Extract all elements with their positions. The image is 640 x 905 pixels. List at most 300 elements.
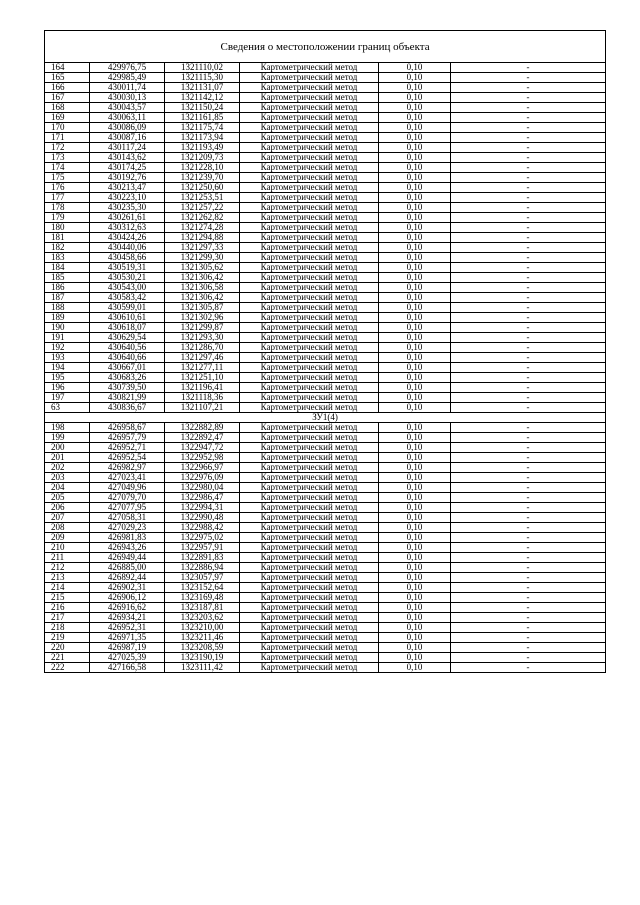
method-cell: Картометрический метод [240, 393, 379, 403]
point-number-cell: 174 [45, 163, 90, 173]
method-cell: Картометрический метод [240, 273, 379, 283]
method-cell: Картометрический метод [240, 383, 379, 393]
method-cell: Картометрический метод [240, 73, 379, 83]
accuracy-cell: 0,10 [379, 303, 451, 313]
accuracy-cell: 0,10 [379, 573, 451, 583]
accuracy-cell: 0,10 [379, 343, 451, 353]
x-coordinate-cell: 426987,19 [90, 643, 165, 653]
point-number-cell: 167 [45, 93, 90, 103]
x-coordinate-cell: 426892,44 [90, 573, 165, 583]
table-row [45, 83, 606, 93]
table-row [45, 463, 606, 473]
y-coordinate-cell: 1322892,47 [165, 433, 240, 443]
x-coordinate-cell: 430640,56 [90, 343, 165, 353]
method-cell: Картометрический метод [240, 353, 379, 363]
table-row [45, 653, 606, 663]
description-cell: - [451, 263, 606, 273]
y-coordinate-cell: 1321118,36 [165, 393, 240, 403]
accuracy-cell: 0,10 [379, 73, 451, 83]
description-cell: - [451, 183, 606, 193]
point-number-cell: 190 [45, 323, 90, 333]
table-row [45, 383, 606, 393]
y-coordinate-cell: 1321115,30 [165, 73, 240, 83]
table-row [45, 483, 606, 493]
description-cell: - [451, 633, 606, 643]
y-coordinate-cell: 1321299,30 [165, 253, 240, 263]
x-coordinate-cell: 430739,50 [90, 383, 165, 393]
x-coordinate-cell: 430836,67 [90, 403, 165, 413]
point-number-cell: 193 [45, 353, 90, 363]
description-cell: - [451, 653, 606, 663]
x-coordinate-cell: 430629,54 [90, 333, 165, 343]
point-number-cell: 164 [45, 63, 90, 73]
x-coordinate-cell: 426952,71 [90, 443, 165, 453]
accuracy-cell: 0,10 [379, 603, 451, 613]
x-coordinate-cell: 427025,39 [90, 653, 165, 663]
accuracy-cell: 0,10 [379, 193, 451, 203]
method-cell: Картометрический метод [240, 253, 379, 263]
method-cell: Картометрический метод [240, 233, 379, 243]
table-row [45, 563, 606, 573]
accuracy-cell: 0,10 [379, 243, 451, 253]
accuracy-cell: 0,10 [379, 553, 451, 563]
description-cell: - [451, 403, 606, 413]
description-cell: - [451, 243, 606, 253]
y-coordinate-cell: 1321239,70 [165, 173, 240, 183]
description-cell: - [451, 613, 606, 623]
description-cell: - [451, 373, 606, 383]
description-cell: - [451, 443, 606, 453]
method-cell: Картометрический метод [240, 173, 379, 183]
x-coordinate-cell: 430610,61 [90, 313, 165, 323]
y-coordinate-cell: 1321209,73 [165, 153, 240, 163]
table-row [45, 453, 606, 463]
accuracy-cell: 0,10 [379, 273, 451, 283]
y-coordinate-cell: 1321150,24 [165, 103, 240, 113]
y-coordinate-cell: 1322882,89 [165, 423, 240, 433]
point-number-cell: 218 [45, 623, 90, 633]
y-coordinate-cell: 1321297,33 [165, 243, 240, 253]
description-cell: - [451, 303, 606, 313]
table-row [45, 323, 606, 333]
description-cell: - [451, 133, 606, 143]
description-cell: - [451, 453, 606, 463]
accuracy-cell: 0,10 [379, 623, 451, 633]
point-number-cell: 187 [45, 293, 90, 303]
x-coordinate-cell: 430583,42 [90, 293, 165, 303]
x-coordinate-cell: 427077,95 [90, 503, 165, 513]
x-coordinate-cell: 427058,31 [90, 513, 165, 523]
accuracy-cell: 0,10 [379, 203, 451, 213]
description-cell: - [451, 313, 606, 323]
point-number-cell: 215 [45, 593, 90, 603]
description-cell: - [451, 343, 606, 353]
method-cell: Картометрический метод [240, 423, 379, 433]
description-cell: - [451, 273, 606, 283]
method-cell: Картометрический метод [240, 653, 379, 663]
description-cell: - [451, 543, 606, 553]
point-number-cell: 186 [45, 283, 90, 293]
y-coordinate-cell: 1321228,10 [165, 163, 240, 173]
y-coordinate-cell: 1321142,12 [165, 93, 240, 103]
table-row [45, 553, 606, 563]
description-cell: - [451, 333, 606, 343]
accuracy-cell: 0,10 [379, 93, 451, 103]
method-cell: Картометрический метод [240, 613, 379, 623]
description-cell: - [451, 663, 606, 673]
y-coordinate-cell: 1322986,47 [165, 493, 240, 503]
x-coordinate-cell: 429976,75 [90, 63, 165, 73]
y-coordinate-cell: 1321193,49 [165, 143, 240, 153]
x-coordinate-cell: 426943,26 [90, 543, 165, 553]
accuracy-cell: 0,10 [379, 633, 451, 643]
method-cell: Картометрический метод [240, 553, 379, 563]
accuracy-cell: 0,10 [379, 513, 451, 523]
accuracy-cell: 0,10 [379, 433, 451, 443]
method-cell: Картометрический метод [240, 323, 379, 333]
accuracy-cell: 0,10 [379, 353, 451, 363]
point-number-cell: 184 [45, 263, 90, 273]
table-row [45, 103, 606, 113]
y-coordinate-cell: 1322988,42 [165, 523, 240, 533]
point-number-cell: 181 [45, 233, 90, 243]
y-coordinate-cell: 1321302,96 [165, 313, 240, 323]
table-row [45, 333, 606, 343]
y-coordinate-cell: 1321306,42 [165, 273, 240, 283]
y-coordinate-cell: 1322975,02 [165, 533, 240, 543]
x-coordinate-cell: 430440,06 [90, 243, 165, 253]
table-row [45, 253, 606, 263]
description-cell: - [451, 63, 606, 73]
x-coordinate-cell: 430030,13 [90, 93, 165, 103]
method-cell: Картометрический метод [240, 473, 379, 483]
method-cell: Картометрический метод [240, 543, 379, 553]
description-cell: - [451, 223, 606, 233]
description-cell: - [451, 643, 606, 653]
description-cell: - [451, 503, 606, 513]
description-cell: - [451, 573, 606, 583]
x-coordinate-cell: 430683,26 [90, 373, 165, 383]
table-row [45, 343, 606, 353]
y-coordinate-cell: 1323187,81 [165, 603, 240, 613]
description-cell: - [451, 103, 606, 113]
x-coordinate-cell: 426952,31 [90, 623, 165, 633]
accuracy-cell: 0,10 [379, 233, 451, 243]
accuracy-cell: 0,10 [379, 113, 451, 123]
table-row [45, 303, 606, 313]
table-row [45, 513, 606, 523]
method-cell: Картометрический метод [240, 453, 379, 463]
description-cell: - [451, 193, 606, 203]
method-cell: Картометрический метод [240, 243, 379, 253]
point-number-cell: 170 [45, 123, 90, 133]
y-coordinate-cell: 1322891,83 [165, 553, 240, 563]
accuracy-cell: 0,10 [379, 393, 451, 403]
y-coordinate-cell: 1322957,91 [165, 543, 240, 553]
method-cell: Картометрический метод [240, 153, 379, 163]
x-coordinate-cell: 426906,12 [90, 593, 165, 603]
x-coordinate-cell: 426982,97 [90, 463, 165, 473]
table-row [45, 393, 606, 403]
x-coordinate-cell: 430261,61 [90, 213, 165, 223]
description-cell: - [451, 143, 606, 153]
method-cell: Картометрический метод [240, 403, 379, 413]
method-cell: Картометрический метод [240, 643, 379, 653]
y-coordinate-cell: 1322990,48 [165, 513, 240, 523]
method-cell: Картометрический метод [240, 133, 379, 143]
accuracy-cell: 0,10 [379, 313, 451, 323]
point-number-cell: 166 [45, 83, 90, 93]
method-cell: Картометрический метод [240, 593, 379, 603]
method-cell: Картометрический метод [240, 583, 379, 593]
table-row [45, 193, 606, 203]
table-row [45, 643, 606, 653]
x-coordinate-cell: 430599,01 [90, 303, 165, 313]
method-cell: Картометрический метод [240, 443, 379, 453]
method-cell: Картометрический метод [240, 123, 379, 133]
description-cell: - [451, 323, 606, 333]
accuracy-cell: 0,10 [379, 223, 451, 233]
accuracy-cell: 0,10 [379, 483, 451, 493]
y-coordinate-cell: 1321293,30 [165, 333, 240, 343]
table-row [45, 473, 606, 483]
point-number-cell: 185 [45, 273, 90, 283]
table-row [45, 313, 606, 323]
method-cell: Картометрический метод [240, 333, 379, 343]
point-number-cell: 198 [45, 423, 90, 433]
description-cell: - [451, 593, 606, 603]
method-cell: Картометрический метод [240, 433, 379, 443]
point-number-cell: 208 [45, 523, 90, 533]
y-coordinate-cell: 1321251,10 [165, 373, 240, 383]
description-cell: - [451, 383, 606, 393]
description-cell: - [451, 353, 606, 363]
description-cell: - [451, 563, 606, 573]
x-coordinate-cell: 430063,11 [90, 113, 165, 123]
table-row [45, 603, 606, 613]
accuracy-cell: 0,10 [379, 613, 451, 623]
description-cell: - [451, 513, 606, 523]
table-row [45, 373, 606, 383]
table-row [45, 573, 606, 583]
accuracy-cell: 0,10 [379, 163, 451, 173]
point-number-cell: 217 [45, 613, 90, 623]
accuracy-cell: 0,10 [379, 643, 451, 653]
x-coordinate-cell: 427023,41 [90, 473, 165, 483]
point-number-cell: 201 [45, 453, 90, 463]
x-coordinate-cell: 430192,76 [90, 173, 165, 183]
point-number-cell: 203 [45, 473, 90, 483]
method-cell: Картометрический метод [240, 213, 379, 223]
x-coordinate-cell: 430011,74 [90, 83, 165, 93]
y-coordinate-cell: 1323210,00 [165, 623, 240, 633]
point-number-cell: 176 [45, 183, 90, 193]
y-coordinate-cell: 1321286,70 [165, 343, 240, 353]
x-coordinate-cell: 430667,01 [90, 363, 165, 373]
table-row [45, 173, 606, 183]
method-cell: Картометрический метод [240, 293, 379, 303]
y-coordinate-cell: 1321161,85 [165, 113, 240, 123]
point-number-cell: 216 [45, 603, 90, 613]
x-coordinate-cell: 427049,96 [90, 483, 165, 493]
table-row [45, 153, 606, 163]
method-cell: Картометрический метод [240, 363, 379, 373]
description-cell: - [451, 493, 606, 503]
x-coordinate-cell: 427079,70 [90, 493, 165, 503]
method-cell: Картометрический метод [240, 523, 379, 533]
accuracy-cell: 0,10 [379, 593, 451, 603]
y-coordinate-cell: 1322952,98 [165, 453, 240, 463]
table-row [45, 113, 606, 123]
description-cell: - [451, 93, 606, 103]
point-number-cell: 188 [45, 303, 90, 313]
accuracy-cell: 0,10 [379, 403, 451, 413]
description-cell: - [451, 213, 606, 223]
accuracy-cell: 0,10 [379, 173, 451, 183]
y-coordinate-cell: 1323169,48 [165, 593, 240, 603]
method-cell: Картометрический метод [240, 203, 379, 213]
boundary-coordinates-table [44, 30, 606, 673]
table-row [45, 143, 606, 153]
y-coordinate-cell: 1322966,97 [165, 463, 240, 473]
method-cell: Картометрический метод [240, 513, 379, 523]
accuracy-cell: 0,10 [379, 213, 451, 223]
y-coordinate-cell: 1323190,19 [165, 653, 240, 663]
y-coordinate-cell: 1323057,97 [165, 573, 240, 583]
point-number-cell: 219 [45, 633, 90, 643]
table-row [45, 613, 606, 623]
table-row [45, 163, 606, 173]
x-coordinate-cell: 426957,79 [90, 433, 165, 443]
description-cell: - [451, 473, 606, 483]
method-cell: Картометрический метод [240, 83, 379, 93]
x-coordinate-cell: 426902,31 [90, 583, 165, 593]
table-row [45, 353, 606, 363]
point-number-cell: 183 [45, 253, 90, 263]
accuracy-cell: 0,10 [379, 143, 451, 153]
y-coordinate-cell: 1323211,46 [165, 633, 240, 643]
table-row [45, 273, 606, 283]
table-row [45, 123, 606, 133]
x-coordinate-cell: 430543,00 [90, 283, 165, 293]
table-row [45, 133, 606, 143]
method-cell: Картометрический метод [240, 113, 379, 123]
y-coordinate-cell: 1321274,28 [165, 223, 240, 233]
x-coordinate-cell: 430530,21 [90, 273, 165, 283]
x-coordinate-cell: 426958,67 [90, 423, 165, 433]
description-cell: - [451, 253, 606, 263]
description-cell: - [451, 533, 606, 543]
x-coordinate-cell: 430640,66 [90, 353, 165, 363]
method-cell: Картометрический метод [240, 193, 379, 203]
section-label: ЗУ1(4) [45, 413, 606, 423]
point-number-cell: 220 [45, 643, 90, 653]
y-coordinate-cell: 1321107,21 [165, 403, 240, 413]
description-cell: - [451, 83, 606, 93]
point-number-cell: 199 [45, 433, 90, 443]
x-coordinate-cell: 430043,57 [90, 103, 165, 113]
y-coordinate-cell: 1321306,58 [165, 283, 240, 293]
table-row [45, 523, 606, 533]
method-cell: Картометрический метод [240, 573, 379, 583]
accuracy-cell: 0,10 [379, 563, 451, 573]
description-cell: - [451, 173, 606, 183]
description-cell: - [451, 233, 606, 243]
method-cell: Картометрический метод [240, 263, 379, 273]
x-coordinate-cell: 427166,58 [90, 663, 165, 673]
y-coordinate-cell: 1321299,87 [165, 323, 240, 333]
x-coordinate-cell: 430618,07 [90, 323, 165, 333]
y-coordinate-cell: 1322886,94 [165, 563, 240, 573]
table-row [45, 403, 606, 413]
point-number-cell: 165 [45, 73, 90, 83]
x-coordinate-cell: 426934,21 [90, 613, 165, 623]
method-cell: Картометрический метод [240, 63, 379, 73]
table-row [45, 623, 606, 633]
method-cell: Картометрический метод [240, 623, 379, 633]
point-number-cell: 194 [45, 363, 90, 373]
point-number-cell: 200 [45, 443, 90, 453]
accuracy-cell: 0,10 [379, 663, 451, 673]
y-coordinate-cell: 1321250,60 [165, 183, 240, 193]
method-cell: Картометрический метод [240, 483, 379, 493]
accuracy-cell: 0,10 [379, 263, 451, 273]
point-number-cell: 202 [45, 463, 90, 473]
method-cell: Картометрический метод [240, 503, 379, 513]
table-title-row [45, 31, 606, 63]
y-coordinate-cell: 1323152,64 [165, 583, 240, 593]
accuracy-cell: 0,10 [379, 183, 451, 193]
y-coordinate-cell: 1321257,22 [165, 203, 240, 213]
accuracy-cell: 0,10 [379, 153, 451, 163]
y-coordinate-cell: 1322980,04 [165, 483, 240, 493]
y-coordinate-cell: 1321110,02 [165, 63, 240, 73]
method-cell: Картометрический метод [240, 103, 379, 113]
x-coordinate-cell: 426916,62 [90, 603, 165, 613]
table-body [45, 31, 606, 673]
x-coordinate-cell: 430213,47 [90, 183, 165, 193]
x-coordinate-cell: 430458,66 [90, 253, 165, 263]
table-row [45, 663, 606, 673]
point-number-cell: 222 [45, 663, 90, 673]
point-number-cell: 204 [45, 483, 90, 493]
accuracy-cell: 0,10 [379, 423, 451, 433]
accuracy-cell: 0,10 [379, 103, 451, 113]
table-row [45, 93, 606, 103]
point-number-cell: 63 [45, 403, 90, 413]
description-cell: - [451, 393, 606, 403]
accuracy-cell: 0,10 [379, 523, 451, 533]
description-cell: - [451, 553, 606, 563]
table-row [45, 593, 606, 603]
description-cell: - [451, 283, 606, 293]
description-cell: - [451, 163, 606, 173]
accuracy-cell: 0,10 [379, 373, 451, 383]
method-cell: Картометрический метод [240, 143, 379, 153]
table-row [45, 543, 606, 553]
point-number-cell: 210 [45, 543, 90, 553]
x-coordinate-cell: 426952,54 [90, 453, 165, 463]
table-row [45, 293, 606, 303]
accuracy-cell: 0,10 [379, 463, 451, 473]
description-cell: - [451, 73, 606, 83]
point-number-cell: 189 [45, 313, 90, 323]
table-row [45, 233, 606, 243]
x-coordinate-cell: 430235,30 [90, 203, 165, 213]
description-cell: - [451, 123, 606, 133]
table-row [45, 423, 606, 433]
description-cell: - [451, 363, 606, 373]
